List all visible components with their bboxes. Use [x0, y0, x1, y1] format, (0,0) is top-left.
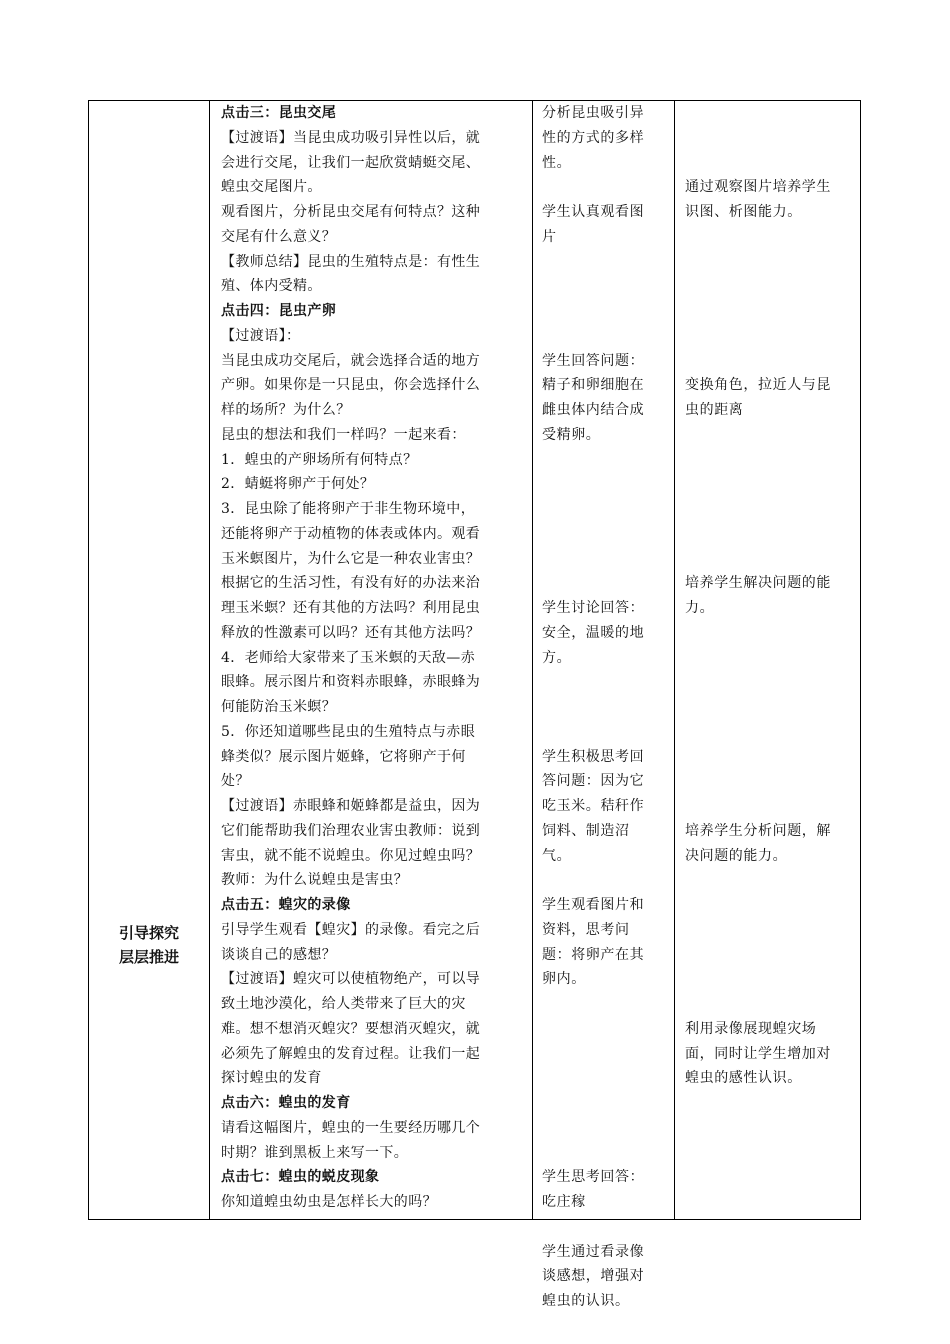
purpose-text-line: 通过观察图片培养学生	[685, 179, 831, 196]
column-divider	[209, 101, 210, 1219]
lesson-plan-table	[88, 100, 861, 1309]
teacher-text-line: 请看这幅图片，蝗虫的一生要经历哪几个	[221, 1119, 481, 1136]
teacher-text-line: 观看图片，分析昆虫交尾有何特点？这种	[221, 204, 481, 220]
blank-line	[685, 448, 831, 473]
blank-line	[685, 472, 831, 497]
blank-line	[685, 522, 831, 547]
teacher-text-line: 当昆虫成功交尾后，就会选择合适的地方	[221, 352, 481, 369]
student-text-line: 学生通过看录像	[542, 1243, 645, 1260]
blank-line	[542, 1215, 644, 1240]
student-text-line: 学生积极思考回	[542, 748, 645, 765]
teacher-text-line: 蝗虫交尾图片。	[221, 179, 322, 196]
blank-line	[685, 547, 831, 572]
blank-line	[685, 893, 831, 918]
teacher-text-line: 3．昆虫除了能将卵产于非生物环境中，	[221, 501, 476, 517]
blank-line	[542, 250, 644, 275]
teacher-text-line: 产卵。如果你是一只昆虫，你会选择什么	[221, 377, 481, 394]
blank-line	[685, 324, 831, 349]
blank-line	[685, 151, 831, 176]
purpose-text-line: 识图、析图能力。	[685, 204, 802, 220]
teacher-text-line: 理玉米螟？还有其他的方法吗？利用昆虫	[221, 600, 481, 616]
blank-line	[685, 423, 831, 448]
teacher-text-line: 教师：为什么说蝗虫是害虫？	[221, 872, 409, 889]
student-text-line: 性的方式的多样	[542, 129, 645, 146]
student-text-line: 方。	[542, 649, 572, 666]
purpose-text-line: 变换角色，拉近人与昆	[685, 377, 831, 394]
blank-line	[542, 1116, 644, 1141]
blank-line	[685, 621, 831, 646]
blank-line	[685, 349, 831, 374]
student-text-line: 片	[542, 228, 557, 245]
student-text-line: 答问题：因为它	[542, 773, 645, 790]
blank-line	[685, 695, 831, 720]
section-heading: 点击五：蝗灾的录像	[221, 897, 351, 913]
blank-line	[685, 769, 831, 794]
blank-line	[542, 324, 644, 349]
blank-line	[542, 992, 644, 1017]
blank-line	[542, 175, 644, 200]
teacher-text-line: 害虫，就不能不说蝗虫。你见过蝗虫吗？	[221, 847, 481, 864]
teacher-text-line: 探讨蝗虫的发育	[221, 1070, 322, 1087]
teacher-text-line: 处？	[221, 773, 250, 790]
column-divider	[532, 101, 533, 1219]
blank-line	[542, 1091, 644, 1116]
teacher-text-line: 【过渡语】：	[221, 327, 301, 344]
stage-cell	[89, 921, 209, 969]
teacher-text-line: 【过渡语】当昆虫成功吸引异性以后，就	[221, 129, 481, 146]
student-text-line: 学生讨论回答：	[542, 600, 645, 616]
teacher-text-line: 殖、体内受精。	[221, 278, 322, 295]
student-text-line: 学生回答问题：	[542, 352, 645, 369]
blank-line	[542, 695, 644, 720]
teacher-text-line: 蜂类似？展示图片姬蜂，它将卵产于何	[221, 748, 466, 765]
teacher-text-line: 交尾有什么意义？	[221, 228, 337, 245]
blank-line	[685, 646, 831, 671]
student-text-line: 学生认真观看图	[542, 204, 645, 220]
blank-line	[542, 868, 644, 893]
blank-line	[542, 547, 644, 572]
blank-line	[542, 448, 644, 473]
student-text-line: 精子和卵细胞在	[542, 377, 645, 394]
teacher-text-line: 致土地沙漠化，给人类带来了巨大的灾	[221, 996, 466, 1012]
blank-line	[685, 101, 831, 126]
blank-line	[542, 720, 644, 745]
stage-line-2: 层层推进	[118, 948, 179, 966]
blank-line	[685, 126, 831, 151]
purpose-text-line: 力。	[685, 600, 715, 616]
teacher-text-line: 【过渡语】蝗灾可以使植物绝产，可以导	[221, 971, 481, 988]
blank-line	[542, 571, 644, 596]
student-text-line: 资料，思考问	[542, 921, 630, 938]
student-text-line: 学生思考回答：	[542, 1169, 645, 1186]
blank-line	[685, 225, 831, 250]
blank-line	[542, 1066, 644, 1091]
teacher-text-line: 4．老师给大家带来了玉米螟的天敌—赤	[221, 649, 476, 666]
blank-line	[542, 274, 644, 299]
blank-line	[542, 472, 644, 497]
student-text-line: 安全，温暖的地	[542, 624, 645, 641]
teacher-text-line: 样的场所？为什么？	[221, 402, 351, 418]
section-heading: 点击四：昆虫产卵	[221, 303, 337, 319]
teacher-activity-cell	[221, 101, 480, 1215]
blank-line	[685, 918, 831, 943]
purpose-text-line: 蝗虫的感性认识。	[685, 1070, 802, 1087]
blank-line	[542, 670, 644, 695]
teacher-text-line: 2．蜻蜓将卵产于何处？	[221, 476, 375, 493]
purpose-text-line: 利用录像展现蝗灾场	[685, 1020, 817, 1037]
teacher-text-line: 眼蜂。展示图片和资料赤眼蜂，赤眼蜂为	[221, 674, 481, 691]
blank-line	[542, 1042, 644, 1067]
blank-line	[685, 794, 831, 819]
column-divider	[674, 101, 675, 1219]
blank-line	[685, 299, 831, 324]
purpose-text-line: 决问题的能力。	[685, 847, 788, 864]
blank-line	[542, 497, 644, 522]
teacher-text-line: 谈谈自己的感想？	[221, 946, 337, 963]
teacher-text-line: 时期？谁到黑板上来写一下。	[221, 1144, 409, 1161]
teacher-text-line: 5．你还知道哪些昆虫的生殖特点与赤眼	[221, 723, 476, 740]
blank-line	[542, 1141, 644, 1166]
teacher-text-line: 玉米螟图片，为什么它是一种农业害虫？	[221, 550, 481, 567]
student-text-line: 学生观看图片和	[542, 897, 645, 913]
student-text-line: 吃玉米。秸秆作	[542, 798, 645, 814]
purpose-text-line: 培养学生解决问题的能	[685, 575, 831, 592]
student-text-line: 饲料、制造沼	[542, 822, 630, 839]
student-activity-cell	[542, 101, 644, 1314]
student-text-line: 吃庄稼	[542, 1194, 586, 1210]
student-text-line: 气。	[542, 847, 572, 864]
teacher-text-line: 【教师总结】昆虫的生殖特点是：有性生	[221, 253, 481, 270]
purpose-text-line: 虫的距离	[685, 402, 744, 418]
blank-line	[542, 1017, 644, 1042]
teacher-text-line: 【过渡语】赤眼蜂和姬蜂都是益虫，因为	[221, 798, 481, 814]
student-text-line: 题：将卵产在其	[542, 946, 645, 963]
teacher-text-line: 还能将卵产于动植物的体表或体内。观看	[221, 525, 481, 542]
student-text-line: 性。	[542, 154, 572, 171]
teacher-text-line: 1．蝗虫的产卵场所有何特点？	[221, 451, 418, 468]
section-heading: 点击七：蝗虫的蜕皮现象	[221, 1169, 380, 1186]
student-text-line: 雌虫体内结合成	[542, 402, 645, 418]
teacher-text-line: 昆虫的想法和我们一样吗？一起来看：	[221, 426, 466, 443]
blank-line	[685, 745, 831, 770]
teacher-text-line: 会进行交尾，让我们一起欣赏蜻蜓交尾、	[221, 154, 481, 171]
blank-line	[685, 250, 831, 275]
blank-line	[685, 720, 831, 745]
teacher-text-line: 难。想不想消灭蝗灾？要想消灭蝗灾，就	[221, 1020, 481, 1037]
teacher-text-line: 何能防治玉米螟？	[221, 699, 337, 715]
teacher-text-line: 你知道蝗虫幼虫是怎样长大的吗？	[221, 1194, 437, 1210]
student-text-line: 谈感想，增强对	[542, 1268, 645, 1285]
section-heading: 点击六：蝗虫的发育	[221, 1095, 351, 1111]
student-text-line: 蝗虫的认识。	[542, 1293, 630, 1309]
blank-line	[685, 943, 831, 968]
blank-line	[685, 274, 831, 299]
teacher-text-line: 根据它的生活习性，有没有好的办法来治	[221, 575, 481, 592]
teacher-text-line: 必须先了解蝗虫的发育过程。让我们一起	[221, 1045, 481, 1062]
student-text-line: 受精卵。	[542, 426, 601, 443]
teacher-text-line: 它们能帮助我们治理农业害虫教师：说到	[221, 822, 481, 839]
blank-line	[685, 670, 831, 695]
blank-line	[542, 299, 644, 324]
section-heading: 点击三：昆虫交尾	[221, 105, 337, 121]
blank-line	[685, 992, 831, 1017]
blank-line	[685, 868, 831, 893]
teacher-text-line: 释放的性激素可以吗？还有其他方法吗？	[221, 624, 481, 641]
student-text-line: 分析昆虫吸引异	[542, 105, 645, 121]
purpose-text-line: 培养学生分析问题，解	[685, 822, 831, 839]
design-purpose-cell	[685, 101, 831, 1091]
blank-line	[685, 967, 831, 992]
teacher-text-line: 引导学生观看【蝗灾】的录像。看完之后	[221, 921, 481, 938]
student-text-line: 卵内。	[542, 971, 586, 988]
stage-line-1: 引导探究	[118, 924, 179, 942]
blank-line	[685, 497, 831, 522]
blank-line	[542, 522, 644, 547]
purpose-text-line: 面，同时让学生增加对	[685, 1045, 831, 1062]
